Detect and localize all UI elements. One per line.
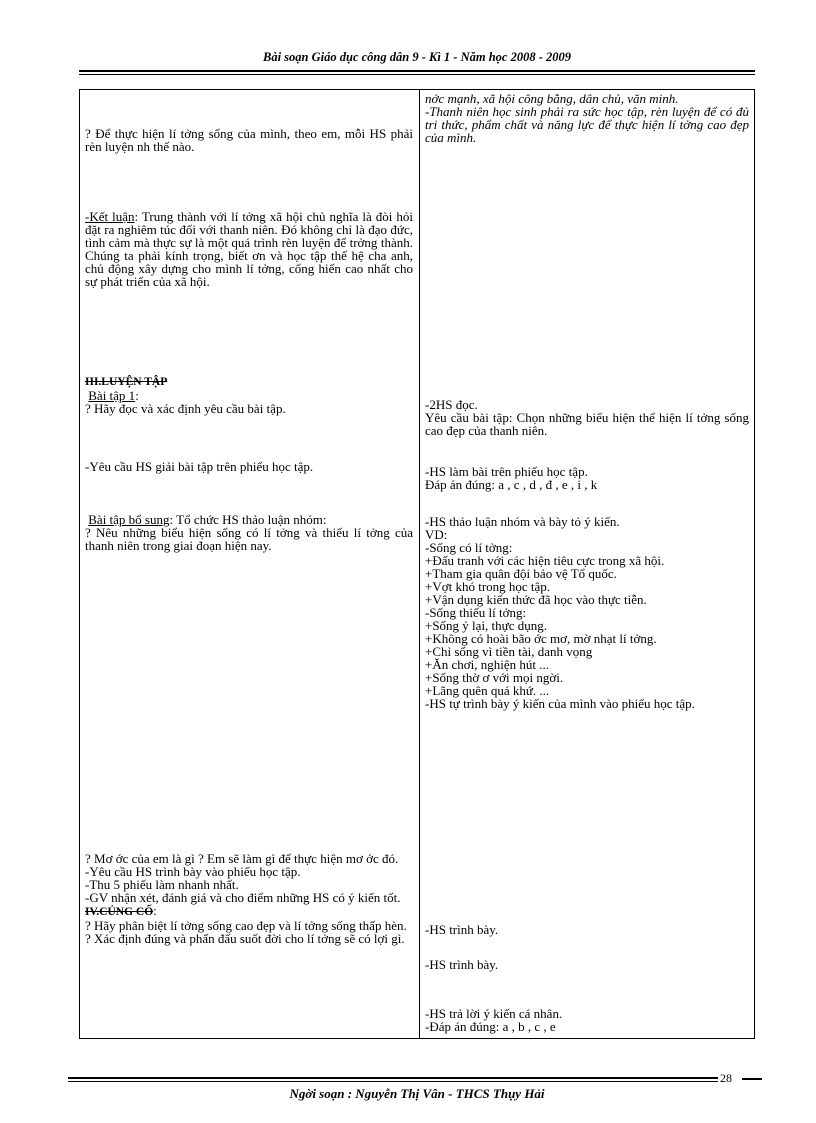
discussion-line: +Vợt khó trong học tập. — [425, 579, 551, 594]
question-dream: ? Mơ ớc của em là gì ? Em sẽ làm gì để thực hiện mơ ớc đó. — [85, 851, 399, 866]
exercise1-label: Bài tập 1 — [88, 388, 136, 403]
section-practice-heading: III.LUYỆN TẬP — [85, 376, 168, 388]
practice-section — [85, 376, 413, 415]
right-top-line-2: -Thanh niên học sinh phải ra sức học tập, rèn luyện để có đủ tri thức, phẩm chất và năng lực để thực hiện lí tởng cao đẹp của mình. — [425, 104, 749, 145]
header-rule-thin — [79, 74, 755, 75]
discussion-line: +Vận dụng kiến thức đã học vào thực tiễn. — [425, 592, 647, 607]
extra-exercise — [85, 513, 413, 552]
extra-label: Bài tập bổ sung — [88, 512, 170, 527]
exercise-requirement: Yêu cầu bài tập: Chọn những biểu hiện thể hiện lí tởng sống cao đẹp của thanh niên. — [425, 410, 749, 438]
question-expressions: ? Nêu những biểu hiện sống có lí tởng và thiếu lí tởng của thanh niên trong giai đoạn hiện nay. — [85, 525, 413, 553]
discussion-line: VD: — [425, 527, 448, 542]
answer-2: -Đáp án đúng: a , b , c , e — [425, 1019, 556, 1034]
page-header-title: Bài soạn Giáo dục công dân 9 - Kì 1 - Năm học 2008 - 2009 — [262, 50, 571, 64]
question-train: ? Để thực hiện lí tởng sống của mình, theo em, mỗi HS phải rèn luyện nh thế nào. — [85, 126, 413, 154]
discussion-line: -HS tự trình bày ý kiến của mình vào phiếu học tập. — [425, 696, 695, 711]
question-benefit: ? Xác định đúng và phấn đấu suốt đời cho lí tởng sẽ có lợi gì. — [85, 931, 405, 946]
discussion-line: -Sống có lí tởng: — [425, 540, 513, 555]
footer-rule-thin — [68, 1081, 718, 1082]
conclusion-text: : Trung thành với lí tởng xã hội chủ nghĩa là đòi hỏi đặt ra nghiêm túc đối với thanh niên. Đó không chỉ là đạo đức, tình cảm mà thực sự là một quá trình rèn luyện để trởng thành. Chúng ta phải kính trọng, biết ơn và học tập thế hệ cha anh, chủ động xây dựng cho mình lí tởng, cống hiến cao nhất cho sự phát triển của xã hội. — [85, 209, 413, 289]
question-distinguish: ? Hãy phân biệt lí tởng sống cao đẹp và lí tởng sống thấp hèn. — [85, 918, 407, 933]
answer-1: Đáp án đúng: a , c , d , đ , e , i , k — [425, 477, 598, 492]
discussion-block — [425, 515, 749, 710]
discussion-line: +Tham gia quân đội bảo vệ Tổ quốc. — [425, 566, 617, 581]
exercise1-colon: : — [135, 388, 139, 403]
request-present: -Yêu cầu HS trình bày vào phiếu học tập. — [85, 864, 301, 879]
discussion-line: +Chỉ sống vì tiền tài, danh vọng — [425, 644, 593, 659]
teacher-comment: -GV nhận xét, đánh giá và cho điểm những HS có ý kiến tốt. — [85, 890, 401, 905]
hs-present-1: -HS trình bày. — [425, 922, 499, 937]
discussion-line: +Không có hoài bão ớc mơ, mờ nhạt lí tởng. — [425, 631, 657, 646]
conclusion — [85, 210, 413, 288]
answer-sheet-block — [425, 465, 749, 491]
discussion-line: +Đấu tranh với các hiện tiêu cực trong xã hội. — [425, 553, 665, 568]
question-read: ? Hãy đọc và xác định yêu cầu bài tập. — [85, 401, 286, 416]
footer-author: Ngời soạn : Nguyễn Thị Vân - THCS Thụy Hải — [289, 1086, 545, 1101]
page-number-rule — [742, 1078, 762, 1080]
discussion-line: +Sống thờ ơ với mọi ngời. — [425, 670, 564, 685]
dream-block — [85, 852, 413, 945]
answer-read-block — [425, 398, 749, 437]
discussion-line: +Lãng quên quá khứ. ... — [425, 683, 550, 698]
footer-rule — [68, 1077, 718, 1079]
section-consolidate-colon: : — [153, 903, 157, 918]
section-consolidate-heading: IV.CỦNG CỐ — [85, 906, 154, 918]
discussion-line: -HS thảo luận nhóm và bày tỏ ý kiến. — [425, 514, 620, 529]
header-rule — [79, 70, 755, 72]
discussion-line: +Sống ỷ lại, thực dụng. — [425, 618, 547, 633]
hs-read: -2HS đọc. — [425, 397, 478, 412]
page-number: 28 — [720, 1071, 732, 1085]
right-top-block — [425, 92, 749, 144]
hs-sheet: -HS làm bài trên phiếu học tập. — [425, 464, 588, 479]
column-divider — [419, 89, 420, 1039]
answer-final-block — [425, 1007, 749, 1033]
request-sheet: -Yêu cầu HS giải bài tập trên phiếu học tập. — [85, 459, 314, 474]
hs-personal: -HS trả lời ý kiến cá nhân. — [425, 1006, 563, 1021]
discussion-line: +Ăn chơi, nghiện hút ... — [425, 657, 549, 672]
extra-text: : Tổ chức HS thảo luận nhóm: — [169, 512, 327, 527]
hs-present-2: -HS trình bày. — [425, 957, 499, 972]
right-top-line-1: nớc mạnh, xã hội công bằng, dân chủ, văn minh. — [425, 91, 679, 106]
conclusion-label: -Kết luận — [85, 209, 135, 224]
collect-sheets: -Thu 5 phiếu làm nhanh nhất. — [85, 877, 239, 892]
discussion-line: -Sống thiếu lí tởng: — [425, 605, 527, 620]
